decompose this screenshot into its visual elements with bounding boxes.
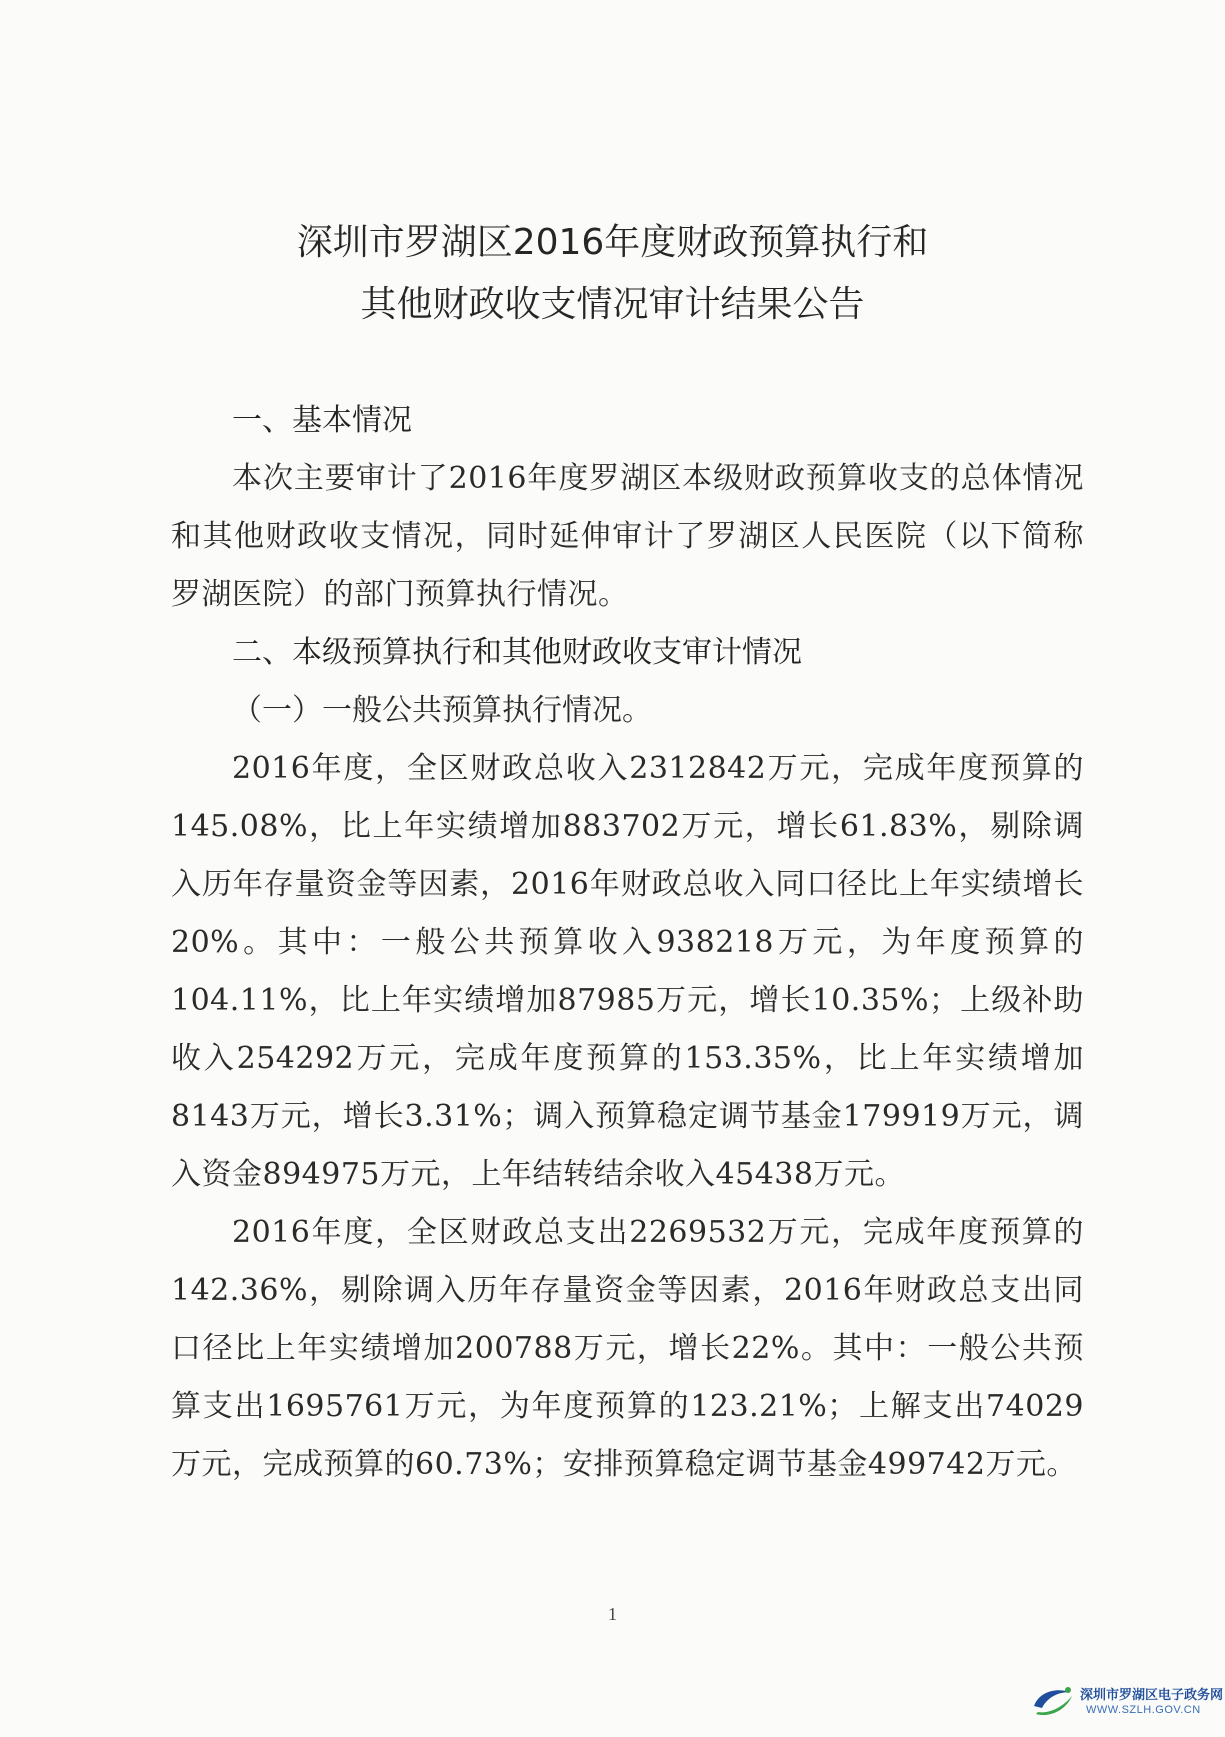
document-title <box>0 212 1225 336</box>
page-number: 1 <box>608 1604 617 1624</box>
subsection-1-heading: （一）一般公共预算执行情况。 <box>232 693 652 728</box>
title-line-1: 深圳市罗湖区2016年度财政预算执行和 <box>296 222 929 263</box>
title-line-2: 其他财政收支情况审计结果公告 <box>360 284 865 325</box>
watermark-site-url: WWW.SZLH.GOV.CN <box>1086 1704 1201 1716</box>
document-body <box>171 392 1084 1494</box>
watermark-site-name: 深圳市罗湖区电子政务网 <box>1080 1688 1224 1703</box>
section-1-heading: 一、基本情况 <box>232 403 412 438</box>
site-watermark <box>1030 1678 1224 1728</box>
section-1-paragraph: 本次主要审计了2016年度罗湖区本级财政预算收支的总体情况和其他财政收支情况，同时延伸审计了罗湖区人民医院（以下简称罗湖医院）的部门预算执行情况。 <box>171 461 1084 612</box>
szlh-swoosh-logo-icon <box>1030 1684 1074 1718</box>
revenue-paragraph: 2016年度，全区财政总收入2312842万元，完成年度预算的145.08%，比上年实绩增加883702万元，增长61.83%，剔除调入历年存量资金等因素，2016年财政总收入同口径比上年实绩增长20%。其中：一般公共预算收入938218万元，为年度预算的104.11%，比上年实绩增加87985万元，增长10.35%；上级补助收入254292万元，完成年度预算的153.35%，比上年实绩增加8143万元，增长3.31%；调入预算稳定调节基金179919万元，调入资金894975万元，上年结转结余收入45438万元。 <box>171 751 1084 1192</box>
section-2-heading: 二、本级预算执行和其他财政收支审计情况 <box>232 635 802 670</box>
expenditure-paragraph: 2016年度，全区财政总支出2269532万元，完成年度预算的142.36%，剔除调入历年存量资金等因素，2016年财政总支出同口径比上年实绩增加200788万元，增长22%。其中：一般公共预算支出1695761万元，为年度预算的123.21%；上解支出74029万元，完成预算的60.73%；安排预算稳定调节基金499742万元。 <box>171 1215 1084 1482</box>
